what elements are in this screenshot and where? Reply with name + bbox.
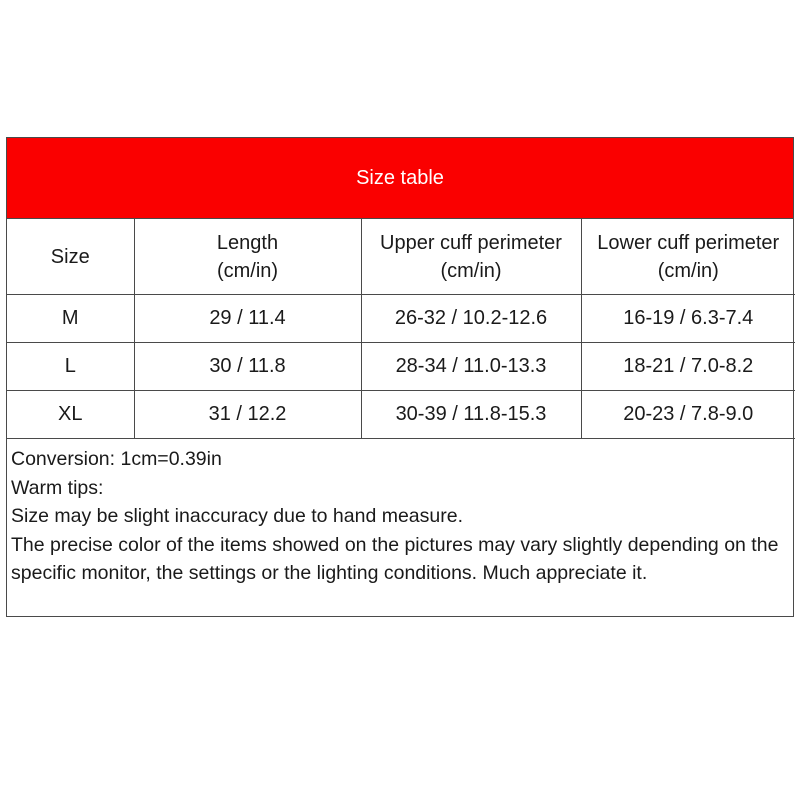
notes-section [7, 439, 793, 588]
header-lower-cuff-unit: (cm/in) [657, 259, 719, 282]
cell-length: 30 / 11.8 [134, 343, 361, 391]
header-upper-cuff-label: Upper cuff perimeter [380, 231, 562, 254]
size-chart [6, 137, 794, 617]
cell-size: M [7, 295, 134, 343]
header-upper-cuff-unit: (cm/in) [440, 259, 502, 282]
table-row [7, 295, 795, 343]
header-length [134, 219, 361, 295]
size-table [7, 219, 795, 439]
tip-measurement: Size may be slight inaccuracy due to hand measure. [11, 505, 463, 527]
header-lower-cuff-label: Lower cuff perimeter [597, 231, 780, 254]
header-row [7, 219, 795, 295]
cell-lower-cuff: 16-19 / 6.3-7.4 [581, 295, 795, 343]
warm-tips-heading: Warm tips: [11, 476, 104, 499]
header-length-label: Length [216, 231, 279, 254]
cell-size: XL [7, 391, 134, 439]
cell-size: L [7, 343, 134, 391]
header-size-label: Size [50, 245, 90, 268]
tip-color: The precise color of the items showed on the pictures may vary slightly depending on the specific monitor, the settings or the lighting conditions. Much appreciate it. [11, 533, 779, 584]
cell-lower-cuff: 20-23 / 7.8-9.0 [581, 391, 795, 439]
header-upper-cuff [361, 219, 581, 295]
header-length-unit: (cm/in) [216, 259, 279, 282]
cell-length: 31 / 12.2 [134, 391, 361, 439]
table-row [7, 391, 795, 439]
cell-upper-cuff: 26-32 / 10.2-12.6 [361, 295, 581, 343]
cell-upper-cuff: 28-34 / 11.0-13.3 [361, 343, 581, 391]
table-row [7, 343, 795, 391]
cell-lower-cuff: 18-21 / 7.0-8.2 [581, 343, 795, 391]
conversion-note: Conversion: 1cm=0.39in [11, 448, 222, 470]
header-lower-cuff [581, 219, 795, 295]
header-size [7, 219, 134, 295]
size-table-title: Size table [7, 138, 793, 219]
cell-length: 29 / 11.4 [134, 295, 361, 343]
cell-upper-cuff: 30-39 / 11.8-15.3 [361, 391, 581, 439]
